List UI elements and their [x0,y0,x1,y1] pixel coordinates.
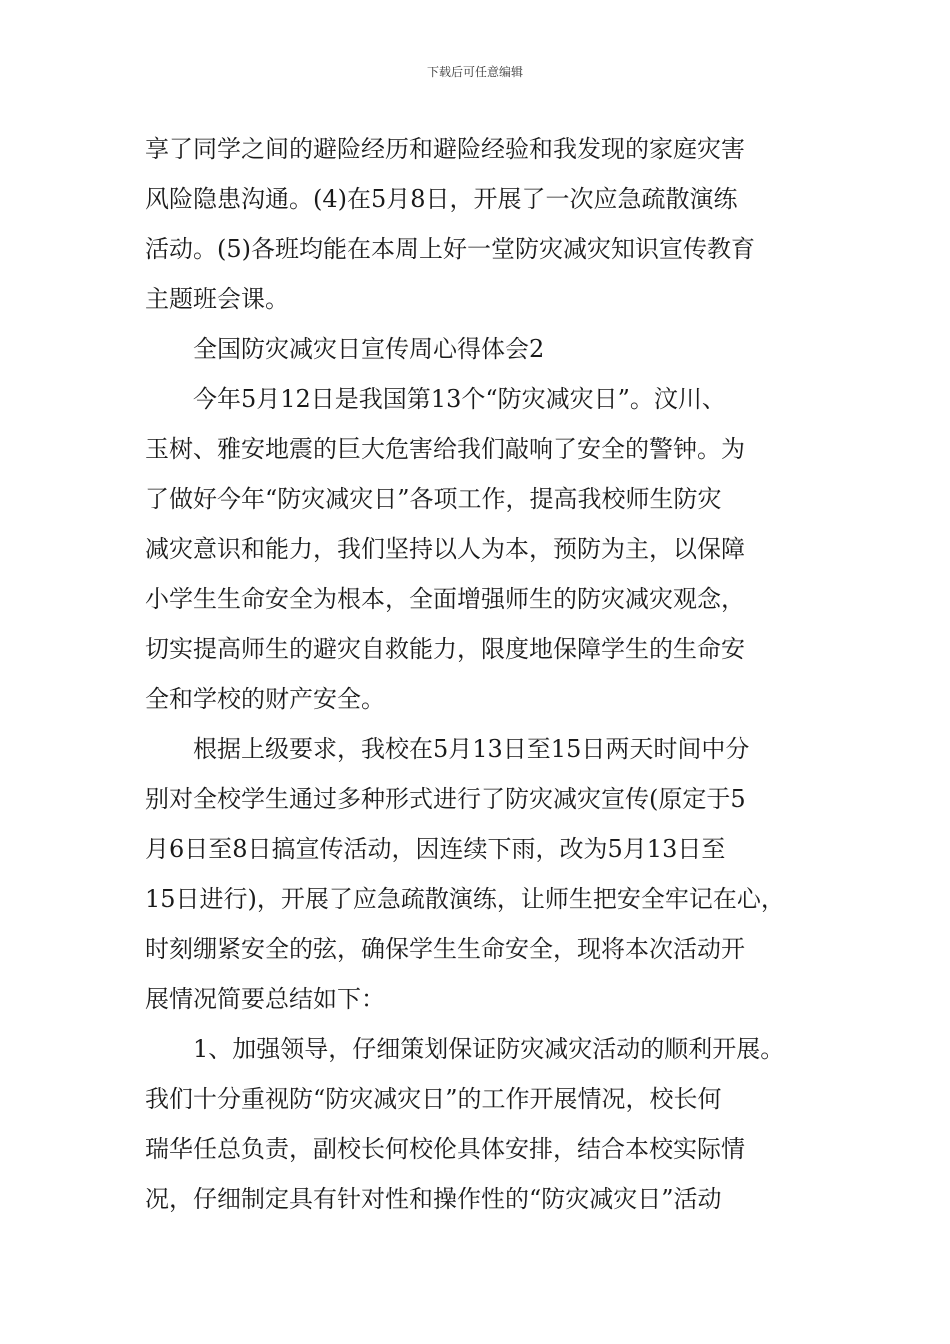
text-line: 展情况简要总结如下： [145,985,385,1013]
text-line: 活动。(5)各班均能在本周上好一堂防灾减灾知识宣传教育 [145,235,755,263]
text-line: 了做好今年“防灾减灾日”各项工作，提高我校师生防灾 [145,485,722,513]
text-line: 今年5月12日是我国第13个“防灾减灾日”。汶川、 [193,385,726,413]
text-line: 减灾意识和能力，我们坚持以人为本，预防为主，以保障 [145,535,745,563]
document-body [145,124,825,1224]
text-line: 瑞华任总负责，副校长何校伦具体安排，结合本校实际情 [145,1135,745,1163]
text-line: 别对全校学生通过多种形式进行了防灾减灾宣传(原定于5 [145,785,746,813]
text-line: 小学生生命安全为根本，全面增强师生的防灾减灾观念， [145,585,745,613]
text-line: 根据上级要求，我校在5月13日至15日两天时间中分 [193,735,750,763]
page-header: 下载后可任意编辑 [426,65,523,79]
text-line: 月6日至8日搞宣传活动，因连续下雨，改为5月13日至 [145,835,726,863]
text-line: 况，仔细制定具有针对性和操作性的“防灾减灾日”活动 [145,1185,722,1213]
text-line: 1、加强领导，仔细策划保证防灾减灾活动的顺利开展。 [193,1035,785,1063]
text-line: 主题班会课。 [145,285,289,313]
text-line: 我们十分重视防“防灾减灾日”的工作开展情况，校长何 [145,1085,722,1113]
text-line: 全和学校的财产安全。 [145,685,385,713]
text-line: 切实提高师生的避灾自救能力，限度地保障学生的生命安 [145,635,745,663]
text-line: 玉树、雅安地震的巨大危害给我们敲响了安全的警钟。为 [145,435,745,463]
section-title: 全国防灾减灾日宣传周心得体会2 [193,335,545,363]
text-line: 风险隐患沟通。(4)在5月8日，开展了一次应急疏散演练 [145,185,738,213]
text-line: 15日进行)，开展了应急疏散演练，让师生把安全牢记在心， [145,885,785,913]
text-line: 时刻绷紧安全的弦，确保学生生命安全，现将本次活动开 [145,935,745,963]
text-line: 享了同学之间的避险经历和避险经验和我发现的家庭灾害 [145,135,745,163]
